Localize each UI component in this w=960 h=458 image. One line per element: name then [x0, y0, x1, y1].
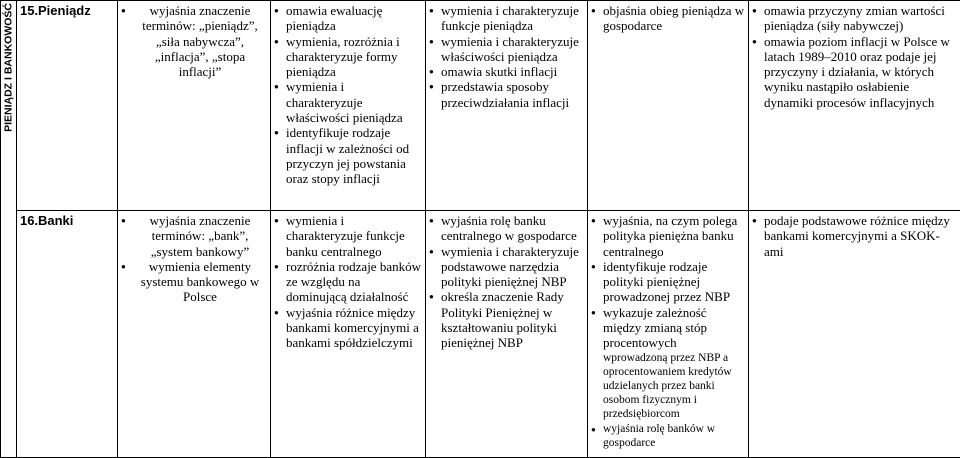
table-row-money	[1, 1, 960, 211]
list-item: ● wyjaśnia znaczenie terminów: „bank”, „system bankowy”	[121, 213, 267, 259]
list-item: ● wymienia i charakteryzuje właściwości pieniądza	[429, 34, 584, 65]
topic-number: 15.	[20, 3, 38, 18]
requirements-level-4	[588, 211, 749, 458]
list-item: ● podaje podstawowe różnice między bankami komercyjnymi a SKOK-ami	[752, 213, 957, 259]
list-item: ● wymienia, rozróżnia i charakteryzuje formy pieniądza	[274, 34, 422, 80]
list-item: ● identyfikuje rodzaje inflacji w zależności od przyczyn jej powstania oraz stopy inflacji	[274, 125, 422, 186]
table-row-banks	[1, 211, 960, 458]
requirements-level-4	[588, 1, 749, 211]
list-item: ● identyfikuje rodzaje polityki pieniężnej prowadzonej przez NBP	[591, 259, 745, 305]
topic-title: Banki	[38, 213, 73, 228]
list-item: ● wymienia i charakteryzuje właściwości pieniądza	[274, 79, 422, 125]
topic-number: 16.	[20, 213, 38, 228]
requirements-level-5	[749, 1, 960, 211]
list-item: ● wymienia i charakteryzuje podstawowe narzędzia polityki pieniężnej NBP	[429, 244, 584, 290]
list-item: ● przedstawia sposoby przeciwdziałania inflacji	[429, 79, 584, 110]
requirements-level-1	[118, 211, 271, 458]
list-item: ● wymienia i charakteryzuje funkcje pieniądza	[429, 3, 584, 34]
list-item: ● rozróżnia rodzaje banków ze względu na dominującą działalność	[274, 259, 422, 305]
list-item: ● wymienia elementy systemu bankowego w Polsce	[121, 259, 267, 305]
list-item: ● wykazuje zależność między zmianą stóp procentowych	[591, 305, 745, 351]
section-label: PIENIĄDZ I BANKOWOŚĆ	[1, 3, 16, 132]
list-item: ● wyjaśnia rolę banku centralnego w gospodarce	[429, 213, 584, 244]
list-item: ● omawia skutki inflacji	[429, 64, 584, 79]
list-item: ● wyjaśnia znaczenie terminów: „pieniądz”, „siła nabywcza”, „inflacja”, „stopa inflacji”	[121, 3, 267, 79]
list-item: wprowadzoną przez NBP a oprocentowaniem kredytów udzielanych przez banki osobom fizycznym i przedsiębiorcom	[591, 351, 745, 422]
requirements-level-3	[426, 1, 588, 211]
requirements-level-2	[271, 1, 426, 211]
list-item: ● objaśnia obieg pieniądza w gospodarce	[591, 3, 745, 34]
topic-cell	[17, 1, 118, 211]
requirements-level-2	[271, 211, 426, 458]
list-item: ● omawia ewaluację pieniądza	[274, 3, 422, 34]
list-item: ● omawia poziom inflacji w Polsce w latach 1989–2010 oraz podaje jej przyczyny i działania, w których wyniku nastąpiło osłabienie dynamiki procesów inflacyjnych	[752, 34, 957, 110]
topic-title: Pieniądz	[38, 3, 91, 18]
list-item: ● wyjaśnia różnice między bankami komercyjnymi a bankami spółdzielczymi	[274, 305, 422, 351]
list-item: ● omawia przyczyny zmian wartości pieniądza (siły nabywczej)	[752, 3, 957, 34]
list-item: ● wyjaśnia, na czym polega polityka pieniężna banku centralnego	[591, 213, 745, 259]
section-cell	[1, 1, 17, 458]
list-item: ● określa znaczenie Rady Polityki Pieniężnej w kształtowaniu polityki pieniężnej NBP	[429, 289, 584, 350]
requirements-level-3	[426, 211, 588, 458]
topic-cell	[17, 211, 118, 458]
requirements-level-5	[749, 211, 960, 458]
list-item: ● wymienia i charakteryzuje funkcje banku centralnego	[274, 213, 422, 259]
list-item: ● wyjaśnia rolę banków w gospodarce	[591, 422, 745, 450]
requirements-level-1	[118, 1, 271, 211]
